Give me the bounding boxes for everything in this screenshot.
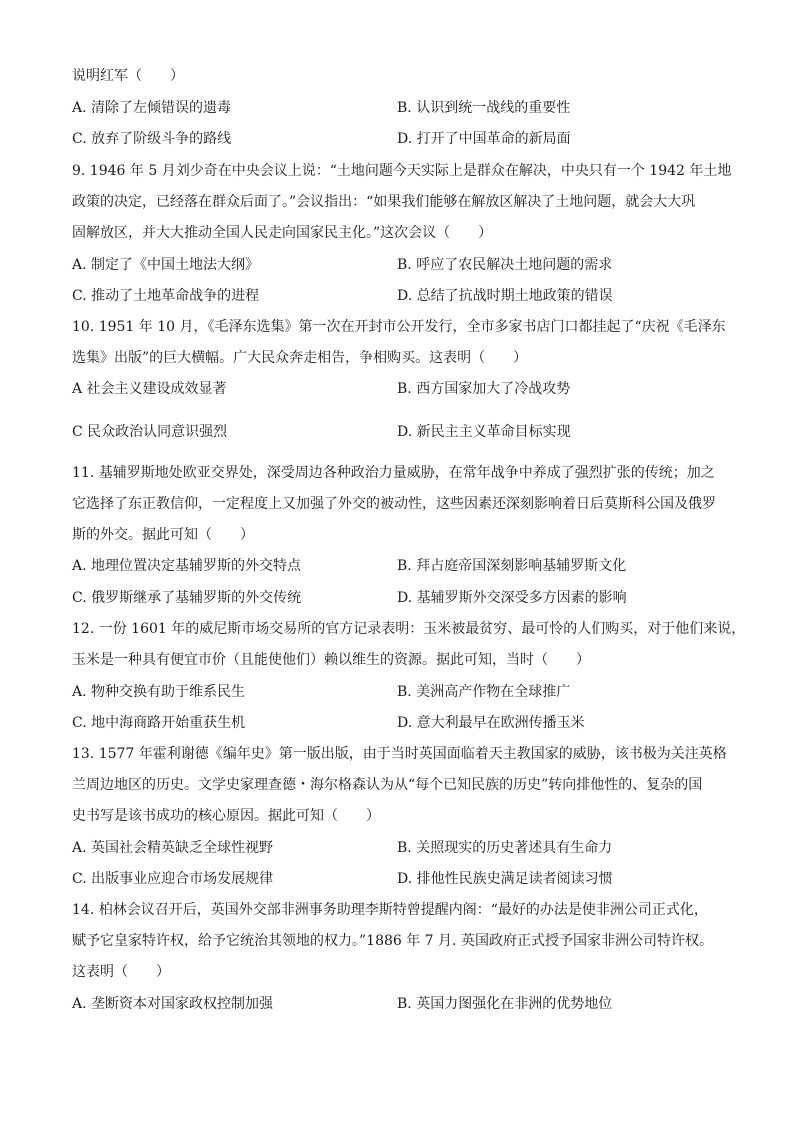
q9-text-line-2: 政策的决定，已经落在群众后面了。”会议指出：“如果我们能够在解放区解决了土地问题，就会大大巩 [72, 194, 696, 210]
q9-option-c: C. 推动了土地革命战争的进程 [72, 288, 260, 304]
q9-option-d: D. 总结了抗战时期土地政策的错误 [397, 288, 613, 304]
q11-text-line-2: 它选择了东正教信仰，一定程度上又加强了外交的被动性，这些因素还深刻影响着日后莫斯科公国及俄罗 [72, 496, 716, 512]
q13-option-d: D. 排他性民族史满足读者阅读习惯 [397, 871, 613, 887]
q10-option-b: B. 西方国家加大了冷战攻势 [397, 381, 571, 397]
q14-option-b: B. 英国力图强化在非洲的优势地位 [397, 996, 613, 1012]
q10-option-c: C 民众政治认同意识强烈 [72, 424, 228, 440]
q9-option-a: A. 制定了《中国土地法大纲》 [72, 257, 260, 273]
q12-text-line-2: 玉米是一种具有便宜市价（且能使他们）赖以维生的资源。据此可知，当时（ ） [72, 652, 590, 668]
q9-text-line-3: 固解放区，并大大推动全国人民走向国家民主化。”这次会议（ ） [72, 225, 493, 241]
q11-option-d: D. 基辅罗斯外交深受多方因素的影响 [397, 590, 627, 606]
q9-option-b: B. 呼应了农民解决土地问题的需求 [397, 257, 613, 273]
q14-option-a: A. 垄断资本对国家政权控制加强 [72, 996, 274, 1012]
q13-text-line-2: 兰周边地区的历史。文学史家理查德・海尔格森认为从“每个已知民族的历史”转向排他性的、复杂的国 [72, 777, 703, 793]
q12-option-c: C. 地中海商路开始重获生机 [72, 715, 246, 731]
q13-text-line-3: 史书写是该书成功的核心原因。据此可知（ ） [72, 808, 380, 824]
q11-text-line-3: 斯的外交。据此可知（ ） [72, 527, 254, 543]
q12-text-line-1: 12. 一份 1601 年的威尼斯市场交易所的官方记录表明：玉米被最贫穷、最可怜的人们购买，对于他们来说， [72, 621, 746, 637]
q11-text-line-1: 11. 基辅罗斯地处欧亚交界处，深受周边各种政治力量威胁，在常年战争中养成了强烈扩张的传统；加之 [72, 465, 715, 481]
q12-option-a: A. 物种交换有助于维系民生 [72, 684, 246, 700]
q11-option-c: C. 俄罗斯继承了基辅罗斯的外交传统 [72, 590, 302, 606]
q8-text-tail: 说明红军（ ） [72, 68, 184, 84]
q8-option-c: C. 放弃了阶级斗争的路线 [72, 131, 232, 147]
q13-text-line-1: 13. 1577 年霍利谢德《编年史》第一版出版，由于当时英国面临着天主教国家的威胁，该书极为关注英格 [72, 746, 727, 762]
q10-text-line-1: 10. 1951 年 10 月，《毛泽东选集》第一次在开封市公开发行，全市多家书店门口都挂起了“庆祝《毛泽东 [72, 319, 726, 335]
q14-text-line-1: 14. 柏林会议召开后，英国外交部非洲事务助理李斯特曾提醒内阁：“最好的办法是使非洲公司正式化， [72, 902, 708, 918]
q12-option-b: B. 美洲高产作物在全球推广 [397, 684, 571, 700]
q13-option-b: B. 关照现实的历史著述具有生命力 [397, 840, 613, 856]
q10-text-line-2: 选集》出版”的巨大横幅。广大民众奔走相告，争相购买。这表明（ ） [72, 350, 528, 366]
q11-option-a: A. 地理位置决定基辅罗斯的外交特点 [72, 558, 302, 574]
q11-option-b: B. 拜占庭帝国深刻影响基辅罗斯文化 [397, 558, 627, 574]
q10-option-a: A 社会主义建设成效显著 [72, 381, 227, 397]
q8-option-a: A. 清除了左倾错误的遗毒 [72, 100, 232, 116]
q14-text-line-2: 赋予它皇家特许权，给予它统治其领地的权力。”1886 年 7 月. 英国政府正式授予国家非洲公司特许权。 [72, 933, 713, 949]
q9-text-line-1: 9. 1946 年 5 月刘少奇在中央会议上说：“土地问题今天实际上是群众在解决，中央只有一个 1942 年土地 [72, 163, 732, 179]
q13-option-c: C. 出版事业应迎合市场发展规律 [72, 871, 274, 887]
q14-text-line-3: 这表明（ ） [72, 964, 170, 980]
q10-option-d: D. 新民主主义革命目标实现 [397, 424, 571, 440]
q13-option-a: A. 英国社会精英缺乏全球性视野 [72, 840, 274, 856]
q8-option-d: D. 打开了中国革命的新局面 [397, 131, 571, 147]
q8-option-b: B. 认识到统一战线的重要性 [397, 100, 571, 116]
q12-option-d: D. 意大利最早在欧洲传播玉米 [397, 715, 585, 731]
